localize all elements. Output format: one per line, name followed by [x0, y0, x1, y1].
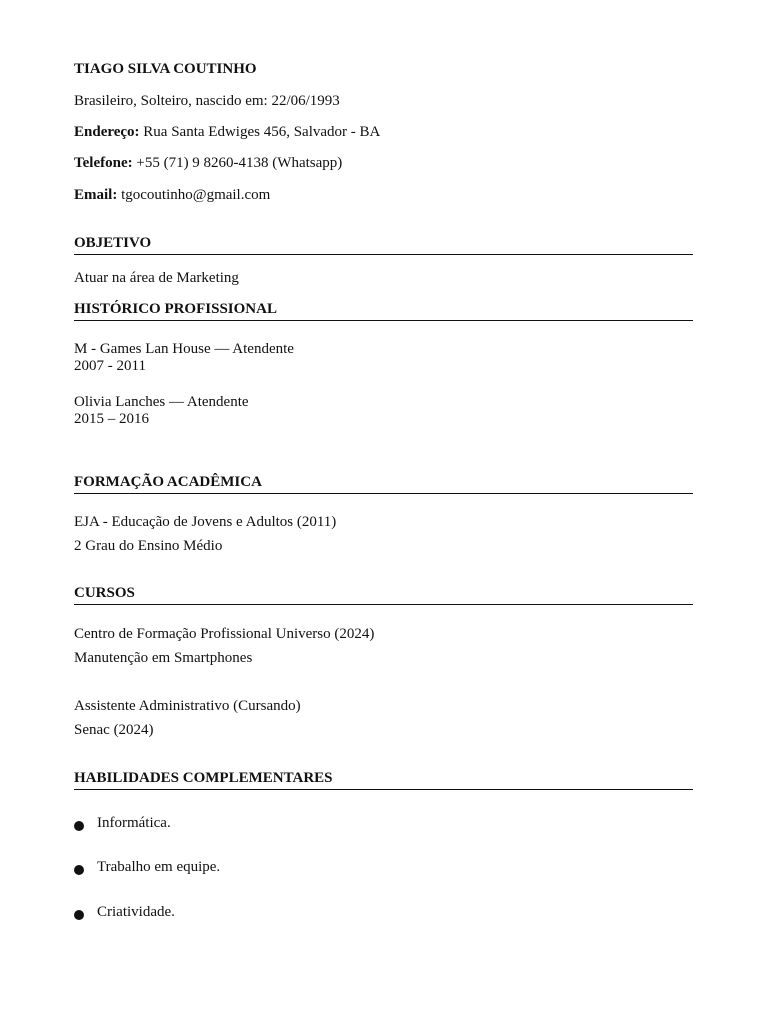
bullet-icon — [74, 861, 86, 873]
skill-item: Criatividade. — [97, 904, 175, 920]
phone-value: +55 (71) 9 8260-4138 (Whatsapp) — [132, 155, 343, 171]
formacao-line: 2 Grau do Ensino Médio — [74, 538, 223, 554]
curso-line: Centro de Formação Profissional Universo (2024) — [74, 626, 375, 642]
email-label: Email: — [74, 187, 118, 203]
phone-line — [74, 155, 342, 172]
personal-info: Brasileiro, Solteiro, nascido em: 22/06/1993 — [74, 93, 340, 109]
bullet-icon — [74, 817, 86, 829]
section-heading-habilidades: HABILIDADES COMPLEMENTARES — [74, 770, 693, 790]
section-heading-objetivo: OBJETIVO — [74, 235, 693, 255]
job-role: M - Games Lan House — Atendente — [74, 341, 294, 357]
address-line — [74, 124, 380, 141]
section-heading-historico: HISTÓRICO PROFISSIONAL — [74, 301, 693, 321]
skill-item: Trabalho em equipe. — [97, 859, 221, 875]
address-value: Rua Santa Edwiges 456, Salvador - BA — [139, 124, 381, 140]
curso-line: Assistente Administrativo (Cursando) — [74, 698, 301, 714]
bullet-icon — [74, 906, 86, 918]
job-period: 2015 – 2016 — [74, 411, 149, 427]
curso-line: Senac (2024) — [74, 722, 154, 738]
job-role: Olivia Lanches — Atendente — [74, 394, 249, 410]
email-value: tgocoutinho@gmail.com — [117, 187, 271, 203]
phone-label: Telefone: — [74, 155, 133, 171]
formacao-line: EJA - Educação de Jovens e Adultos (2011) — [74, 514, 337, 530]
objetivo-text: Atuar na área de Marketing — [74, 270, 239, 286]
candidate-name: TIAGO SILVA COUTINHO — [74, 61, 257, 77]
address-label: Endereço: — [74, 124, 140, 140]
section-heading-cursos: CURSOS — [74, 585, 693, 605]
email-line — [74, 187, 270, 204]
job-period: 2007 - 2011 — [74, 358, 146, 374]
skill-item: Informática. — [97, 815, 171, 831]
section-heading-formacao: FORMAÇÃO ACADÊMICA — [74, 474, 693, 494]
curso-line: Manutenção em Smartphones — [74, 650, 253, 666]
